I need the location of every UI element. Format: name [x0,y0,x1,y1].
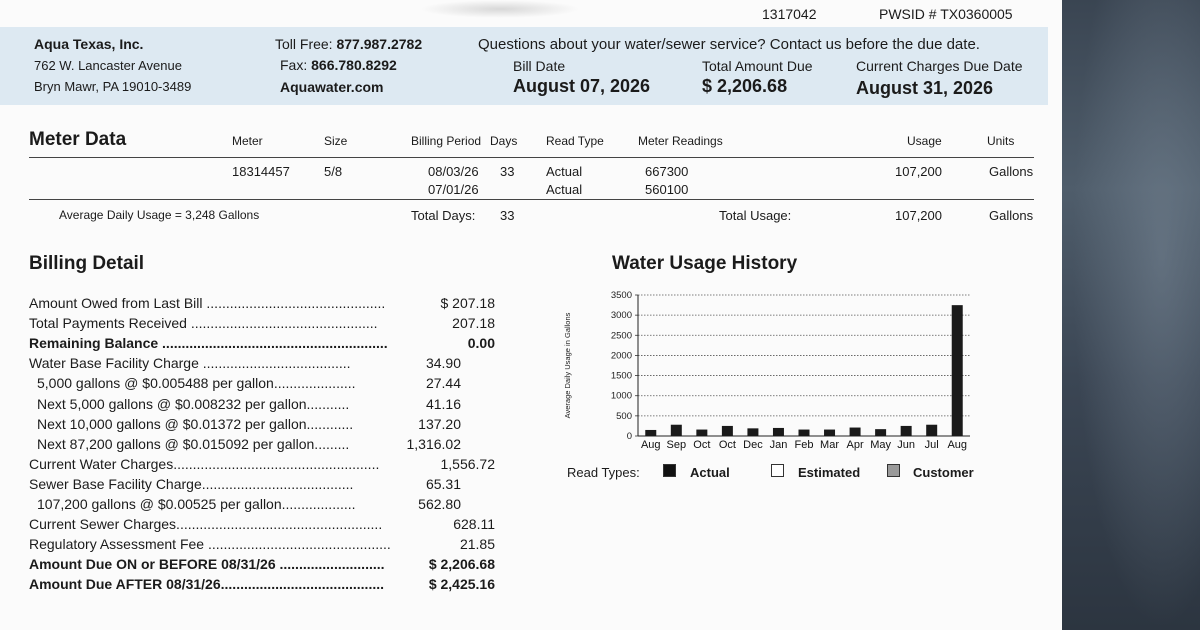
billing-detail-value: 21.85 [459,536,495,553]
legend-estimated: Estimated [798,465,861,480]
billing-detail-label: Amount Due ON or BEFORE 08/31/26 ........................... [29,556,385,573]
total-due: $ 2,206.68 [702,76,788,96]
total-usage-label: Total Usage: [719,208,792,223]
x-tick-label: Oct [693,439,711,451]
billing-detail-label: Total Payments Received ................................................ [29,315,378,332]
header-meter: Meter [232,134,263,148]
billing-detail-value: 628.11 [453,516,495,533]
x-tick-label: Jan [769,439,788,451]
billing-detail-row [29,454,499,474]
legend-label: Read Types: [567,465,640,480]
y-tick-label: 2500 [610,330,632,342]
x-tick-label: Jun [897,439,916,451]
y-tick-label: 2000 [610,350,632,362]
reading-1: 667300 [645,164,689,179]
x-tick-label: Sep [666,439,687,451]
questions-text: Questions about your water/sewer service? Contact us before the due date. [478,36,980,53]
meter-size: 5/8 [324,164,343,179]
website-link[interactable]: Aquawater.com [280,79,384,95]
billing-detail-value: 1,316.02 [406,435,461,452]
background-blur [1062,0,1200,630]
billing-detail-value: 34.90 [425,355,461,372]
total-due-label: Total Amount Due [702,58,813,74]
chart-title: Water Usage History [612,253,798,274]
days-value: 33 [500,164,515,179]
billing-detail-label: Water Base Facility Charge ...................................... [29,355,351,372]
meter-header-rule [29,157,1034,158]
y-axis-label: Average Daily Usage in Gallons [563,312,572,419]
bar [875,429,886,436]
legend-customer: Customer [913,465,974,480]
bar [824,430,835,436]
y-tick-label: 3500 [610,290,632,301]
billing-detail-value: $ 2,206.68 [428,556,495,573]
bar [722,426,733,436]
bar [773,428,784,436]
billing-detail-label: 107,200 gallons @ $0.00525 per gallon................... [37,496,356,512]
legend-estimated-swatch [771,464,784,477]
billing-detail-value: 1,556.72 [440,455,495,472]
reading-2: 560100 [645,182,689,197]
billing-detail-label: Amount Owed from Last Bill .............................................. [29,295,386,311]
header-size: Size [324,134,348,148]
billing-detail-label: Remaining Balance .......................................................... [29,335,388,352]
x-tick-label: Aug [947,439,968,451]
billing-detail-label: Current Sewer Charges..................................................... [29,516,383,533]
y-tick-label: 500 [616,410,632,422]
billing-detail-label: Next 87,200 gallons @ $0.015092 per gallon......... [37,435,350,452]
header-meter-readings: Meter Readings [638,134,723,148]
usage-value: 107,200 [895,164,942,179]
x-tick-label: Aug [640,439,661,451]
billing-detail-value: 137.20 [418,415,461,432]
billing-detail-value: 27.44 [425,375,461,392]
billing-detail-label: Next 10,000 gallons @ $0.01372 per gallon............ [37,415,354,432]
header-read-type: Read Type [546,134,604,148]
bar [952,305,963,436]
bar [901,426,912,436]
total-units: Gallons [989,208,1034,223]
billing-detail-label: Sewer Base Facility Charge....................................... [29,475,354,492]
y-tick-label: 1000 [610,390,632,402]
bar [926,425,937,436]
billing-detail-label: Amount Due AFTER 08/31/26.......................................... [29,576,384,593]
bar [671,425,682,436]
x-tick-label: May [870,439,892,451]
x-tick-label: Oct [718,439,736,451]
current-due-label: Current Charges Due Date [856,58,1023,74]
billing-detail-row [29,554,499,574]
billing-detail-row [29,293,499,313]
billing-detail-value: 41.16 [425,395,461,412]
fax [280,57,397,73]
x-tick-label: Dec [743,439,763,451]
bill-date: August 07, 2026 [513,76,651,96]
billing-detail-value: $ 207.18 [440,295,495,311]
smudge [420,0,580,18]
billing-detail-row [29,414,499,434]
billing-detail-value: 0.00 [467,335,495,352]
billing-detail-row [29,434,499,454]
x-tick-label: Jul [924,439,939,451]
billing-detail-row [29,333,499,353]
pwsid: PWSID # TX0360005 [879,6,1013,22]
fax-label: Fax: [280,57,308,73]
total-usage: 107,200 [895,208,942,223]
units-value: Gallons [989,164,1034,179]
header-days: Days [490,134,518,148]
y-tick-label: 1500 [610,370,632,382]
y-tick-label: 3000 [610,310,632,322]
toll-free-number[interactable]: 877.987.2782 [336,36,423,52]
meter-data-title: Meter Data [29,129,127,150]
billing-detail-row [29,353,499,373]
x-tick-label: Apr [846,439,864,451]
y-tick-label: 0 [626,431,632,442]
billing-detail-row [29,574,499,594]
billing-detail-row [29,394,499,414]
read-type-1: Actual [546,164,583,179]
fax-number: 866.780.8292 [311,57,397,73]
meter-number: 18314457 [232,164,290,179]
period-start: 07/01/26 [428,182,479,197]
billing-detail-label: Regulatory Assessment Fee ............................................... [29,536,391,553]
billing-detail-row [29,494,499,514]
company-address-1: 762 W. Lancaster Avenue [34,58,182,73]
billing-detail-row [29,373,499,393]
read-type-2: Actual [546,182,583,197]
legend-actual: Actual [690,465,730,480]
billing-detail-label: Current Water Charges..................................................... [29,455,380,472]
billing-detail-row [29,474,499,494]
billing-detail-row [29,534,499,554]
bill-date-label: Bill Date [513,58,566,74]
period-end: 08/03/26 [428,164,479,179]
bar [850,428,861,436]
x-tick-label: Mar [820,439,840,451]
x-tick-label: Feb [794,439,814,451]
company-name: Aqua Texas, Inc. [34,36,144,52]
legend-customer-swatch [887,464,900,477]
toll-free-label: Toll Free: [275,36,333,52]
company-address-2: Bryn Mawr, PA 19010-3489 [34,79,192,94]
bar [799,430,810,436]
billing-detail-label: 5,000 gallons @ $0.005488 per gallon..................... [37,375,356,392]
header-billing-period: Billing Period [411,134,482,148]
current-due-date: August 31, 2026 [856,78,994,98]
account-number: 1317042 [762,6,817,22]
billing-detail-value: 207.18 [452,315,495,332]
bar [645,430,656,436]
meter-total-rule [29,199,1034,200]
header-usage: Usage [907,134,942,148]
header-units: Units [987,134,1015,148]
average-daily-usage: Average Daily Usage = 3,248 Gallons [59,208,260,222]
toll-free [275,36,422,52]
bar [747,428,758,436]
billing-detail-value: $ 2,425.16 [428,576,495,593]
usage-history-chart [550,282,990,452]
legend-actual-swatch [663,464,676,477]
total-days-label: Total Days: [411,208,476,223]
total-days: 33 [500,208,515,223]
billing-detail-label: Next 5,000 gallons @ $0.008232 per gallon........... [37,395,350,412]
billing-detail-row [29,313,499,333]
bar [696,430,707,436]
billing-detail-value: 65.31 [425,475,461,492]
billing-detail-title: Billing Detail [29,253,145,274]
billing-detail-value: 562.80 [418,496,461,512]
billing-detail-row [29,514,499,534]
